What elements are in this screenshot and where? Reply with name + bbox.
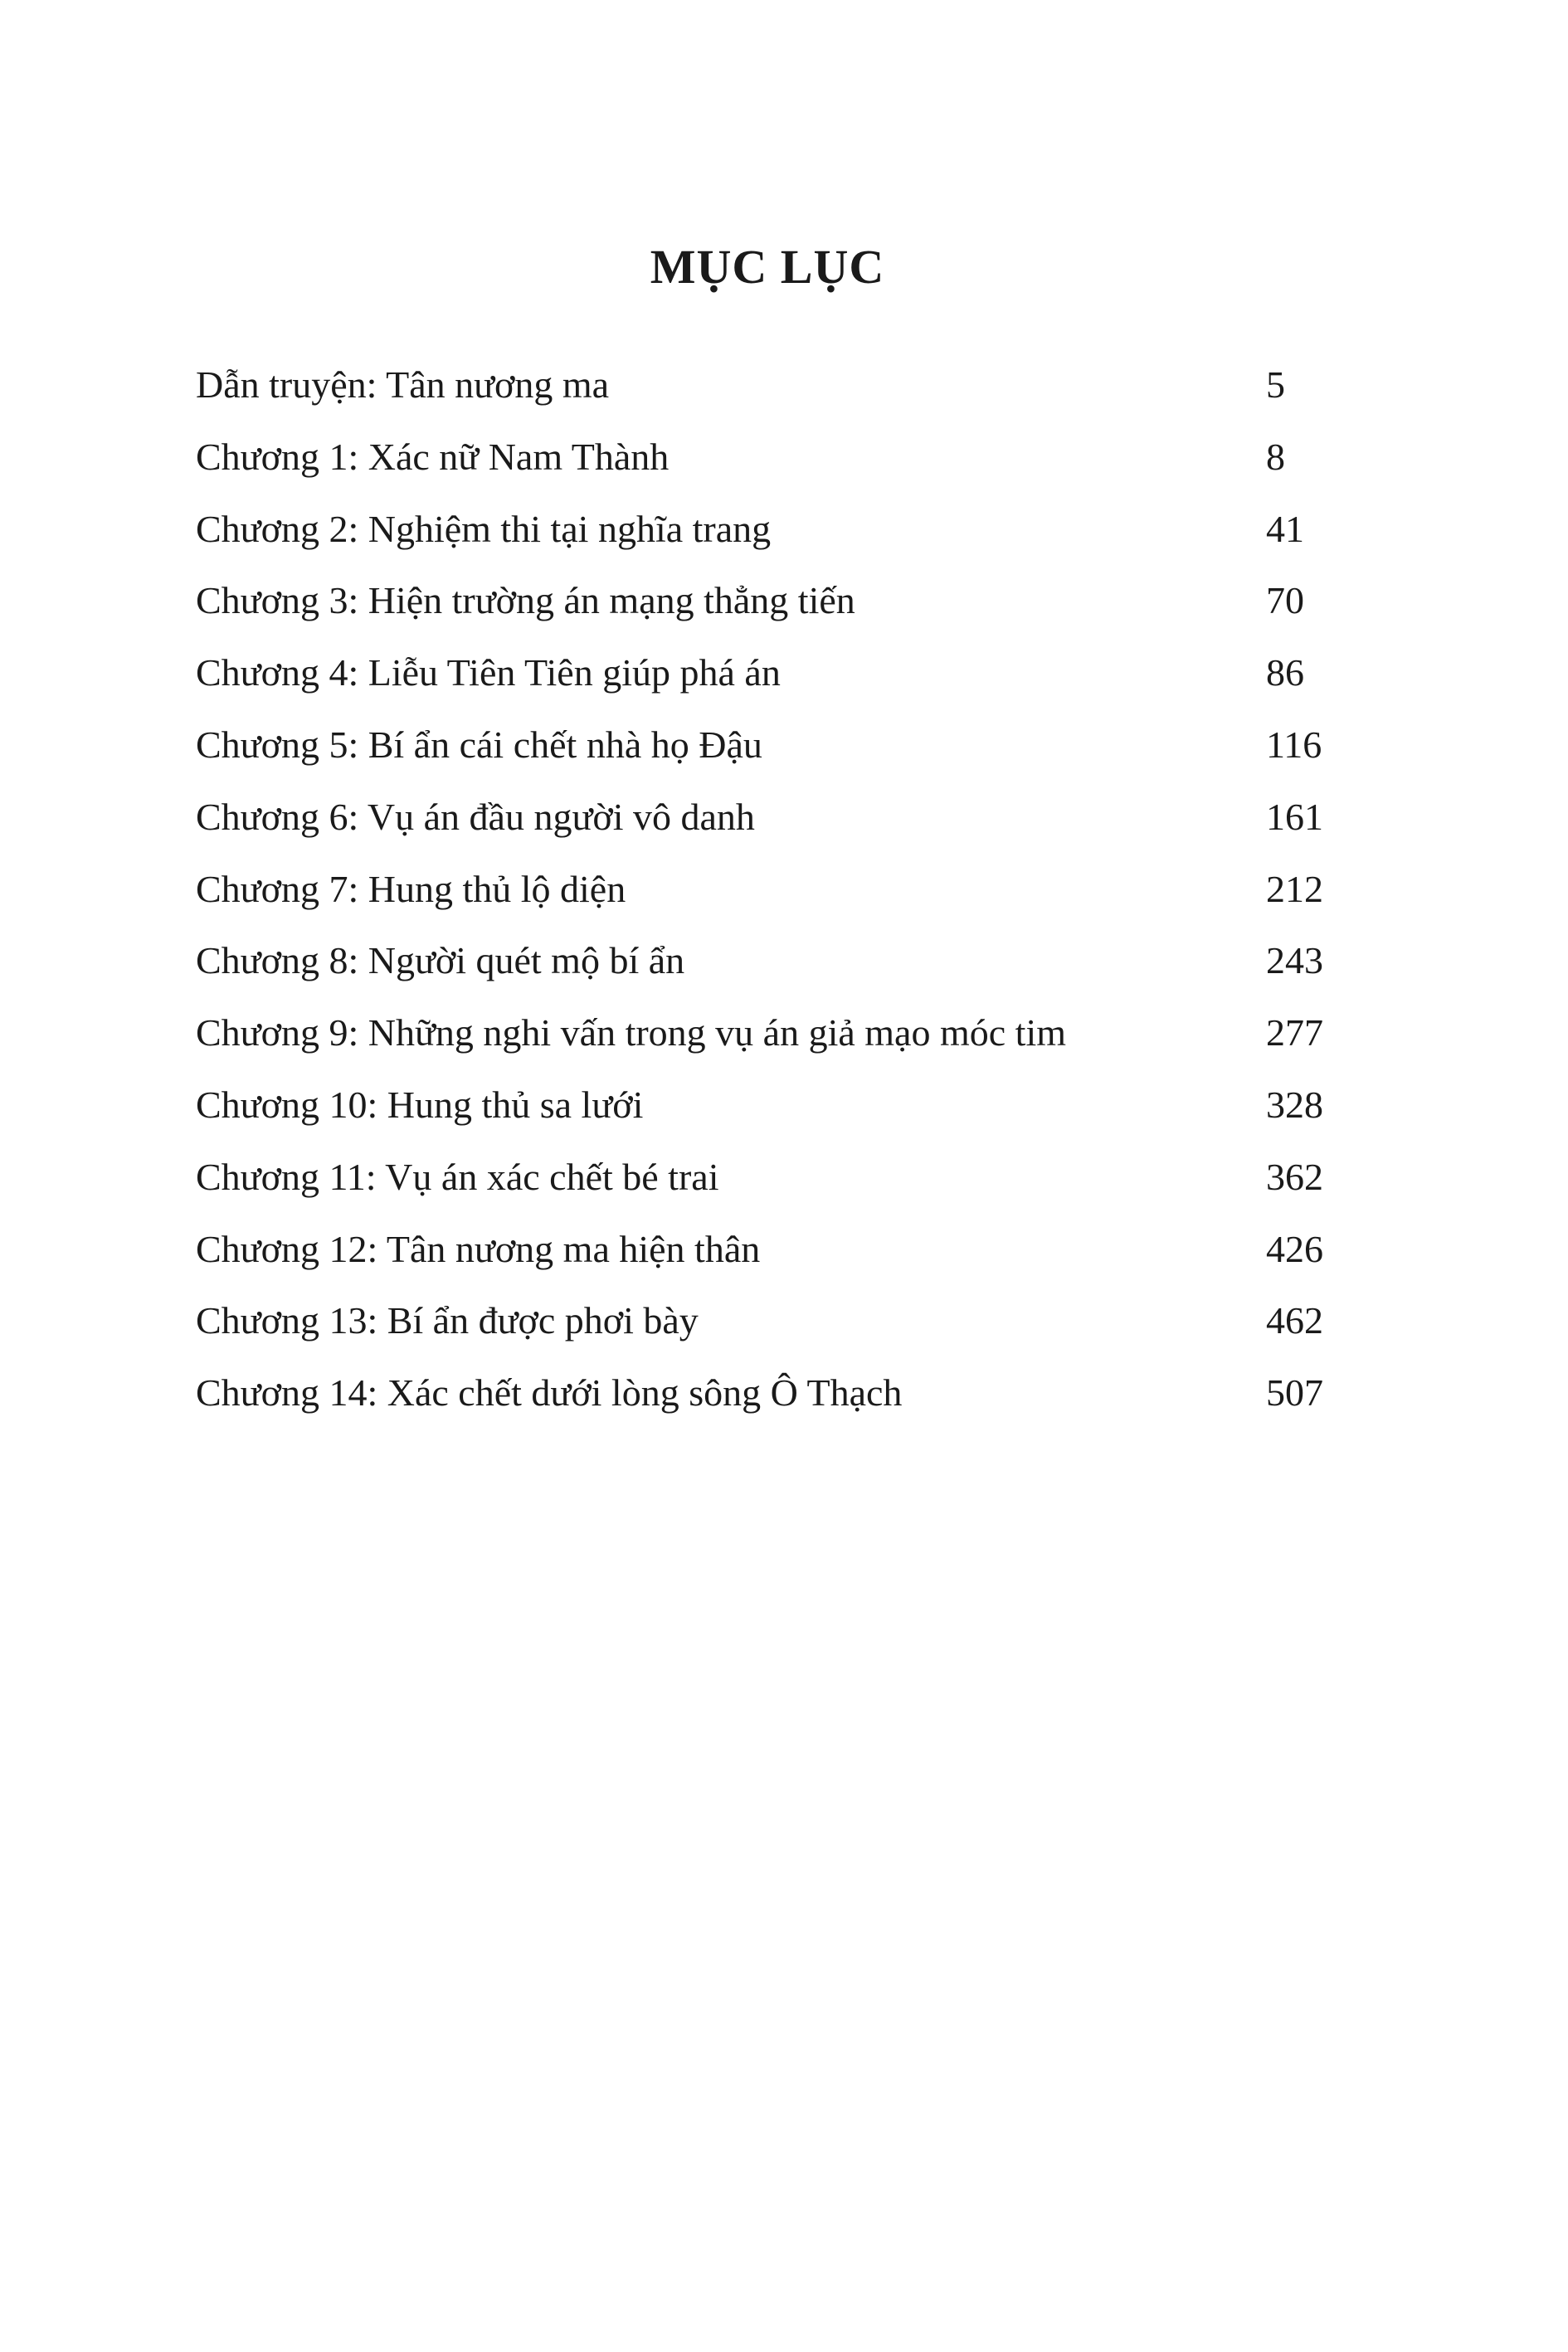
toc-entry [196, 791, 1357, 863]
toc-entry [196, 503, 1357, 575]
toc-entry-title: Chương 4: Liễu Tiên Tiên giúp phá án [196, 651, 781, 694]
toc-entry-title: Chương 11: Vụ án xác chết bé trai [196, 1155, 719, 1198]
toc-entry-page: 462 [1266, 1299, 1323, 1342]
toc-entry-title: Chương 3: Hiện trường án mạng thẳng tiến [196, 579, 855, 622]
toc-entry [196, 863, 1357, 935]
toc-entry [196, 718, 1357, 791]
toc-entry-page: 5 [1266, 363, 1285, 406]
toc-entry-page: 86 [1266, 651, 1304, 694]
toc-entry-title: Chương 10: Hung thủ sa lưới [196, 1083, 644, 1126]
toc-entry-title: Chương 12: Tân nương ma hiện thân [196, 1227, 761, 1270]
toc-entry-title: Chương 13: Bí ẩn được phơi bày [196, 1299, 699, 1342]
toc-entry [196, 431, 1357, 503]
toc-entry [196, 1294, 1357, 1366]
toc-entry-title: Chương 9: Những nghi vấn trong vụ án giả mạo móc tim [196, 1011, 1067, 1054]
toc-entry [196, 1079, 1357, 1151]
toc-entry-page: 41 [1266, 507, 1304, 550]
toc-entry [196, 574, 1357, 646]
toc-entry-page: 70 [1266, 579, 1304, 622]
toc-entry-title: Chương 6: Vụ án đầu người vô danh [196, 795, 755, 838]
table-of-contents [196, 358, 1357, 1439]
toc-entry [196, 1366, 1357, 1439]
toc-entry-page: 362 [1266, 1155, 1323, 1198]
toc-entry-title: Dẫn truyện: Tân nương ma [196, 363, 610, 406]
toc-entry [196, 358, 1357, 431]
toc-entry [196, 1151, 1357, 1223]
toc-entry-title: Chương 1: Xác nữ Nam Thành [196, 435, 670, 478]
toc-entry-title: Chương 5: Bí ẩn cái chết nhà họ Đậu [196, 723, 762, 766]
toc-entry-page: 507 [1266, 1371, 1323, 1415]
toc-entry-page: 161 [1266, 795, 1323, 838]
page-title: MỤC LỤC [650, 239, 885, 294]
toc-entry-page: 277 [1266, 1011, 1323, 1054]
toc-entry [196, 934, 1357, 1006]
toc-entry-page: 8 [1266, 435, 1285, 478]
toc-entry-page: 426 [1266, 1227, 1323, 1270]
toc-entry-page: 243 [1266, 939, 1323, 982]
toc-entry [196, 646, 1357, 718]
toc-entry-page: 328 [1266, 1083, 1323, 1126]
toc-entry-page: 212 [1266, 867, 1323, 910]
toc-entry [196, 1223, 1357, 1295]
toc-entry [196, 1006, 1357, 1079]
toc-entry-page: 116 [1266, 723, 1322, 766]
toc-entry-title: Chương 8: Người quét mộ bí ẩn [196, 939, 685, 982]
toc-entry-title: Chương 2: Nghiệm thi tại nghĩa trang [196, 507, 772, 550]
toc-entry-title: Chương 14: Xác chết dưới lòng sông Ô Thạch [196, 1371, 903, 1415]
toc-entry-title: Chương 7: Hung thủ lộ diện [196, 867, 626, 910]
